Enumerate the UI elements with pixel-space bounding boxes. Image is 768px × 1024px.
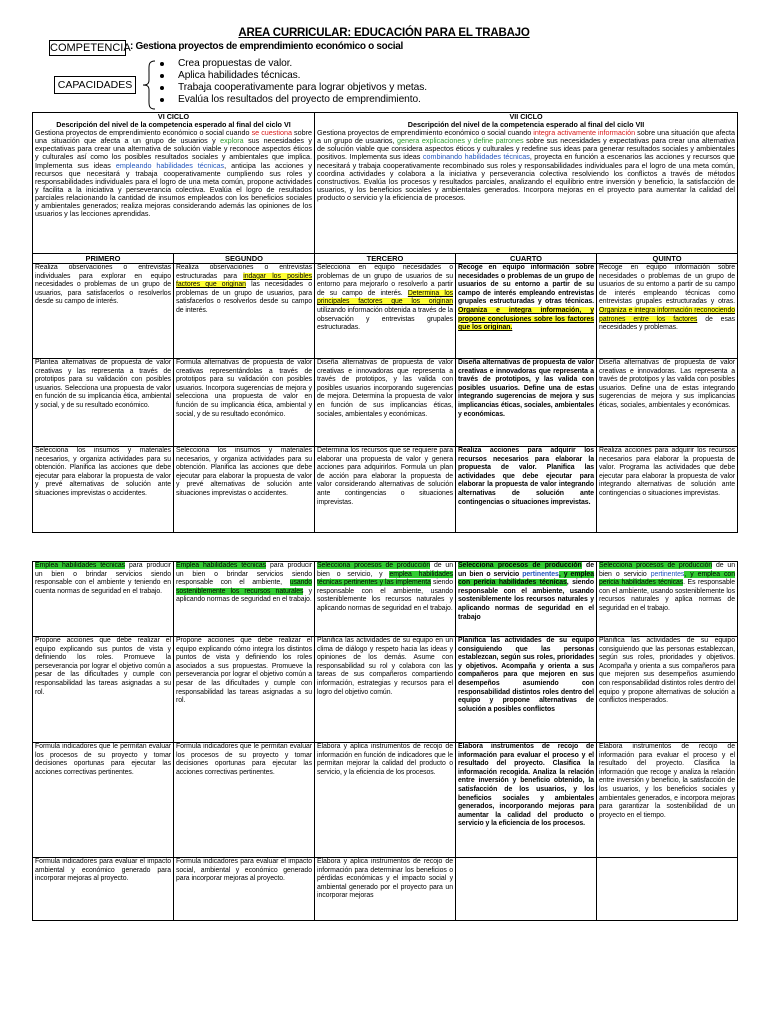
ciclo-vii-text: sobre una situación que afecta a un grupo de usuarios, bbox=[317, 128, 736, 146]
cell-text: las necesidades o problemas de un grupo de usuarios, para satisfacerlos o resolverlos desde su campo de interés. bbox=[176, 281, 313, 314]
table-cell: Realiza acciones para adquirir los recursos necesarios para elaborar la propuesta de valor. Programa las actividades que debe ejecutar para elaborar la propuesta de valor integrando alternativas de solución ante contingencias o situaciones imprevistas. bbox=[597, 447, 738, 533]
ciclo-vii-subtitle: Descripción del nivel de la competencia esperado al final del ciclo VII bbox=[407, 120, 645, 130]
ciclo-vi-text: sus necesidades y expectativas para crear una alternativa de solución viable y reconoce aspectos éticos y culturales así como los posibles resultados sociales y ambientales que implica. Implementa sus ideas bbox=[35, 136, 313, 170]
brace-icon bbox=[142, 60, 156, 110]
cell-highlight: Organiza e integra información reconociendo patrones entre los factores bbox=[599, 306, 736, 323]
table-row bbox=[33, 743, 738, 858]
capacidades-label: CAPACIDADES bbox=[54, 76, 136, 94]
ciclo-vii-text: Gestiona proyectos de emprendimiento económico o social cuando bbox=[317, 128, 534, 138]
ciclo-vii-text: , proyecta en función a escenarios las acciones y recursos que necesitará y trabaja cooperativamente recombinado sus roles y responsabilidades individuales para el logro de una meta común, coordina actividades y colabora a la iniciativa y perseverancia colectiva resolviendo los conflictos a través de métodos constructivos. Evalúa los procesos y resultados parciales, analizando el equilibrio entre inversión y beneficio, la satisfacción de usuarios, y los beneficios sociales y ambientales generados. Incorpora mejoras en el proyecto para aumentar la calidad del producto o servicio y la eficiencia de procesos. bbox=[317, 152, 736, 202]
ciclo-vi-text: Gestiona proyectos de emprendimiento económico o social cuando bbox=[35, 128, 252, 138]
ciclo-vii-text: combinando habilidades técnicas bbox=[422, 152, 530, 162]
table-cell: Selecciona los insumos y materiales necesarios, y organiza actividades para su obtención. Planifica las acciones que debe ejecutar para elaborar la propuesta de valor y prevé alternativas de solución ante situaciones imprevistas o accidentes. bbox=[33, 447, 174, 533]
table-row bbox=[33, 447, 738, 533]
table-row bbox=[33, 562, 738, 637]
ciclo-vi-text: se cuestiona bbox=[251, 128, 292, 138]
cell-highlight: Selecciona procesos de producción bbox=[458, 562, 582, 569]
grado-segundo: SEGUNDO bbox=[174, 254, 315, 264]
table-cell: Elabora instrumentos de recojo de información para evaluar el proceso y el resultado del proyecto. Clasifica la información recogida. Analiza la relación entre inversión y beneficio obtenido, la satisfacción de los usuarios, y los beneficios sociales y ambientales generados, incorporando mejoras para aumentar la calidad del producto o servicio y la eficiencia de los procesos. bbox=[456, 743, 597, 858]
cell-highlight: Organiza e integra información, y propone conclusiones sobre los factores que los originan. bbox=[458, 306, 595, 332]
table-cell bbox=[315, 562, 456, 637]
capacidad-item: Trabaja cooperativamente para lograr objetivos y metas. bbox=[170, 82, 427, 94]
table-cell: Realiza acciones para adquirir los recursos necesarios para elaborar la propuesta de valor. Planifica las actividades que debe ejecutar para elaborar la propuesta de valor integrando alternativas de solución ante contingencias o situaciones imprevistas. bbox=[456, 447, 597, 533]
ciclo-vi-cell bbox=[33, 113, 315, 254]
cell-highlight: emplea habilidades técnicas pertinentes y las implementa bbox=[317, 570, 453, 587]
cell-text: pertinentes bbox=[522, 570, 559, 578]
table-cell bbox=[174, 562, 315, 637]
table-row bbox=[33, 359, 738, 447]
table-row bbox=[33, 264, 738, 359]
capacidad-item: Evalúa los resultados del proyecto de emprendimiento. bbox=[170, 94, 427, 106]
cell-text: , siendo responsable con el ambiente, usando sosteniblemente los recursos naturales y aplicando normas de seguridad en el trabajo bbox=[458, 579, 594, 621]
table-cell: Determina los recursos que se requiere para elaborar una propuesta de valor y genera acciones para adquirirlos. Formula un plan de acción para elaborar la propuesta de valor considerando alternativas de solución ante contingencias o situaciones imprevistas. bbox=[315, 447, 456, 533]
cell-highlight: indagar los posibles factores que originan bbox=[176, 272, 313, 289]
grado-quinto: QUINTO bbox=[597, 254, 738, 264]
cell-highlight: Emplea habilidades técnicas bbox=[35, 562, 126, 569]
table-cell: Diseña alternativas de propuesta de valor creativas e innovadoras que representa a través de prototipos, y las valida con posibles usuarios incorporando sugerencias de mejora. Determina la propuesta de valor en función de sus implicancias éticas, sociales, ambientales y económicas. bbox=[315, 359, 456, 447]
capacidad-item: Aplica habilidades técnicas. bbox=[170, 70, 427, 82]
cell-text: Realiza observaciones o entrevistas individuales para explorar en equipo necesidades o problemas de un grupo de usuarios, para satisfacerlos o resolverlos desde su campo de interés. bbox=[35, 264, 171, 306]
cell-text: de un bien o servicio, y bbox=[317, 562, 453, 578]
table-cell: Elabora y aplica instrumentos de recojo de información en función de indicadores que le permitan mejorar la calidad del producto o servicio, y la eficiencia de los procesos. bbox=[315, 743, 456, 858]
table-row bbox=[33, 858, 738, 921]
ciclo-vi-text: sobre una situación que afecta a un grupo de usuarios y bbox=[35, 128, 313, 146]
competencia-label: COMPETENCIA bbox=[50, 42, 131, 54]
table-cell: Planifica las actividades de su equipo en un clima de diálogo y respeto hacia las ideas y opiniones de los demás. Asume con responsabilidad su rol y colabora con las tareas de sus compañeros compartiendo información, estrategias y recursos para el logro del objetivo común. bbox=[315, 637, 456, 743]
cell-highlight: , y emplea con pericia habilidades técnicas bbox=[599, 570, 735, 587]
table-desempenos-2 bbox=[32, 561, 738, 921]
capacidades-list bbox=[170, 58, 427, 106]
ciclo-vi-subtitle: Descripción del nivel de la competencia esperado al final del ciclo VI bbox=[56, 120, 291, 130]
ciclo-vii-text: integra activamente información bbox=[533, 128, 636, 138]
table-cell: Planifica las actividades de su equipo consiguiendo que las personas establezcan, según sus roles, prioridades y objetivos. Acompaña y orienta a sus compañeros para que mejoren en sus desempeños asumiendo con responsabilidad distintos roles dentro del equipo y propone alternativas de solución a posibles conflictos bbox=[456, 637, 597, 743]
cell-highlight: usando sosteniblemente los recursos naturales bbox=[176, 579, 312, 595]
table-cell bbox=[315, 264, 456, 359]
competencia-text: : Gestiona proyectos de emprendimiento económico o social bbox=[130, 41, 403, 52]
cell-text: de un bien o servicio bbox=[458, 562, 594, 578]
ciclo-vii-label: VII CICLO bbox=[509, 112, 543, 121]
table-cell: Elabora y aplica instrumentos de recojo de información para determinar los beneficios o pérdidas económicas y el impacto social y ambiental generado por el proyecto para un incorporar mejoras bbox=[315, 858, 456, 921]
grado-tercero: TERCERO bbox=[315, 254, 456, 264]
cell-text: de esas necesidades y problemas. bbox=[599, 315, 736, 332]
table-cell bbox=[456, 264, 597, 359]
cell-text: para producir un bien o brindar servicios siendo responsable con el ambiente y teniendo en cuenta normas de seguridad en el trabajo. bbox=[35, 562, 171, 595]
table-row bbox=[33, 113, 738, 254]
ciclo-vii-text: sobre sus necesidades y expectativas para crear una alternativa de solución viable que considera aspectos éticos y culturales y redefine sus ideas para generar resultados sociales y ambientales positivos. Implementa sus ideas bbox=[317, 136, 736, 162]
cell-text: Selecciona en equipo necesidades o problemas de un grupo de usuarios de su entorno para mejorarlo o resolverlo a partir de su campo de interés. bbox=[317, 264, 454, 297]
cell-text: y aplicando normas de seguridad en el trabajo. bbox=[176, 587, 312, 604]
table-cell bbox=[33, 562, 174, 637]
cell-text: Realiza observaciones o entrevistas estructuradas para bbox=[176, 264, 313, 280]
page-title: AREA CURRICULAR: EDUCACIÓN PARA EL TRABAJO bbox=[238, 27, 530, 39]
table-cell: Propone acciones que debe realizar el equipo explicando sus puntos de vista y definiendo los roles. Promueve la perseverancia por lograr el objetivo común a pesar de las dificultades y cumple con responsabilidad las tareas asignadas a su rol. bbox=[33, 637, 174, 743]
table-cell: Formula indicadores para evaluar el impacto social, ambiental y económico generado para incorporar mejoras al proyecto. bbox=[174, 858, 315, 921]
cell-text: de un bien o servicio bbox=[599, 562, 735, 578]
cell-highlight: , y emplea con pericia habilidades técnicas bbox=[458, 570, 594, 587]
cell-text: para producir un bien o brindar servicios siendo responsable con el ambiente, bbox=[176, 562, 312, 587]
ciclo-vii-cell bbox=[315, 113, 738, 254]
table-cell: Plantea alternativas de propuesta de valor creativas y las representa a través de prototipos para su validación con posibles usuarios. Selecciona una propuesta de valor en función de su implicancia ética, ambiental y social, y de su resultado económico. bbox=[33, 359, 174, 447]
cell-text: Recoge en equipo información sobre necesidades o problemas de un grupo de usuarios de su entorno a partir de su campo de interés empleando entrevistas grupales estructuradas y otras técnicas. bbox=[458, 264, 595, 306]
ciclo-vi-text: , anticipa las acciones y recursos que necesitará y trabaja cooperativamente cumpliendo sus roles y responsabilidades individuales para el logro de una meta común, propone actividades y facilita a la iniciativa y perseverancia colectiva. Evalúa el logro de resultados parciales relacionando la cantidad de insumos empleados con los beneficios sociales y ambientales generados; realiza mejoras considerando además las opiniones de los usuarios y las lecciones aprendidas. bbox=[35, 160, 313, 219]
table-cell: Formula indicadores que le permitan evaluar los procesos de su proyecto y tomar decisiones oportunas para ejecutar las acciones correctivas pertinentes. bbox=[33, 743, 174, 858]
cell-highlight: Emplea habilidades técnicas bbox=[176, 562, 267, 569]
cell-text: pertinentes bbox=[650, 570, 685, 578]
table-cell bbox=[597, 264, 738, 359]
cell-text: Recoge en equipo información sobre necesidades o problemas de un grupo de usuarios de su entorno a partir de su campo de interés empleando técnicas como entrevistas grupales estructuradas y otras. bbox=[599, 264, 736, 306]
table-cell: Formula indicadores que le permitan evaluar los procesos de su proyecto y tomar decisiones oportunas para ejecutar las acciones correctivas pertinentes. bbox=[174, 743, 315, 858]
table-header-row bbox=[33, 254, 738, 264]
table-cell bbox=[597, 858, 738, 921]
table-cell: Propone acciones que debe realizar el equipo explicando cómo integra los distintos puntos de vista y definiendo los roles asociados a sus propuestas. Promueve la perseverancia por lograr el objetivo común a pesar de las dificultades y cumple con responsabilidad las tareas asignadas a su rol. bbox=[174, 637, 315, 743]
table-cell: Diseña alternativas de propuesta de valor creativas e innovadoras que representa a través de prototipos, y las valida con posibles usuarios. Define una de estas integrando sugerencias de mejora y sus implicancias éticas, sociales, ambientales y económicas. bbox=[456, 359, 597, 447]
table-row bbox=[33, 637, 738, 743]
table-cell: Formula alternativas de propuesta de valor creativas representándolas a través de prototipos para su validación con posibles usuarios. Incorpora sugerencias de mejora y selecciona una propuesta de valor en función de su implicancia ética, ambiental y social, y de su resultado económico. bbox=[174, 359, 315, 447]
cell-highlight: Determina los principales factores que los originan bbox=[317, 289, 454, 306]
cell-text: utilizando información obtenida a través de la observación y entrevistas grupales estructuradas. bbox=[317, 306, 454, 332]
table-cell bbox=[456, 858, 597, 921]
cell-text: siendo responsable con el ambiente, usando sosteniblemente los recursos naturales y aplicando normas de seguridad en el trabajo. bbox=[317, 579, 453, 612]
table-cell: Elabora instrumentos de recojo de información para evaluar el proceso y el resultado del proyecto. Clasifica la información que recoge y analiza la relación entre inversión y beneficio, la satisfacción de los usuarios, y los beneficios sociales y ambientales generados, e incorpora mejoras para garantizar la sostenibilidad de un proyecto en el tiempo. bbox=[597, 743, 738, 858]
ciclo-vi-label: VI CICLO bbox=[157, 112, 190, 121]
capacidad-item: Crea propuestas de valor. bbox=[170, 58, 427, 70]
table-cell bbox=[456, 562, 597, 637]
ciclo-vi-text: empleando habilidades técnicas bbox=[115, 160, 225, 170]
table-cell: Formula indicadores para evaluar el impacto ambiental y económico generado para incorporar mejoras al proyecto. bbox=[33, 858, 174, 921]
table-cell bbox=[597, 562, 738, 637]
cell-text: . Es responsable con el ambiente, usando sosteniblemente los recursos naturales y aplica normas de seguridad en el trabajo. bbox=[599, 579, 735, 612]
cell-highlight: Selecciona procesos de producción bbox=[317, 562, 431, 569]
table-cell bbox=[33, 264, 174, 359]
table-cell: Diseña alternativas de propuesta de valor creativas e innovadoras. Las representa a través de prototipos y las valida con posibles usuarios. Define una de estas integrando sugerencias de mejora y sus implicancias éticas, sociales, ambientales y económicas. bbox=[597, 359, 738, 447]
table-cell: Selecciona los insumos y materiales necesarios, y organiza actividades para su obtención. Planifica las acciones que debe ejecutar para elaborar la propuesta de valor y prevé alternativas de solución ante situaciones imprevistas o accidentes. bbox=[174, 447, 315, 533]
grado-cuarto: CUARTO bbox=[456, 254, 597, 264]
table-cell: Planifica las actividades de su equipo consiguiendo que las personas establezcan, según sus roles, prioridades y objetivos. Acompaña y orienta a sus compañeros para que mejoren sus desempeños asumiendo con responsabilidad distintos roles dentro del equipo y propone alternativas de solución a conflictos inesperados. bbox=[597, 637, 738, 743]
grado-primero: PRIMERO bbox=[33, 254, 174, 264]
ciclo-vii-text: genera explicaciones y define patrones bbox=[397, 136, 524, 146]
ciclo-vi-text: explora bbox=[220, 136, 244, 146]
table-desempenos-1 bbox=[32, 112, 738, 533]
table-cell bbox=[174, 264, 315, 359]
cell-highlight: Selecciona procesos de producción bbox=[599, 562, 713, 569]
